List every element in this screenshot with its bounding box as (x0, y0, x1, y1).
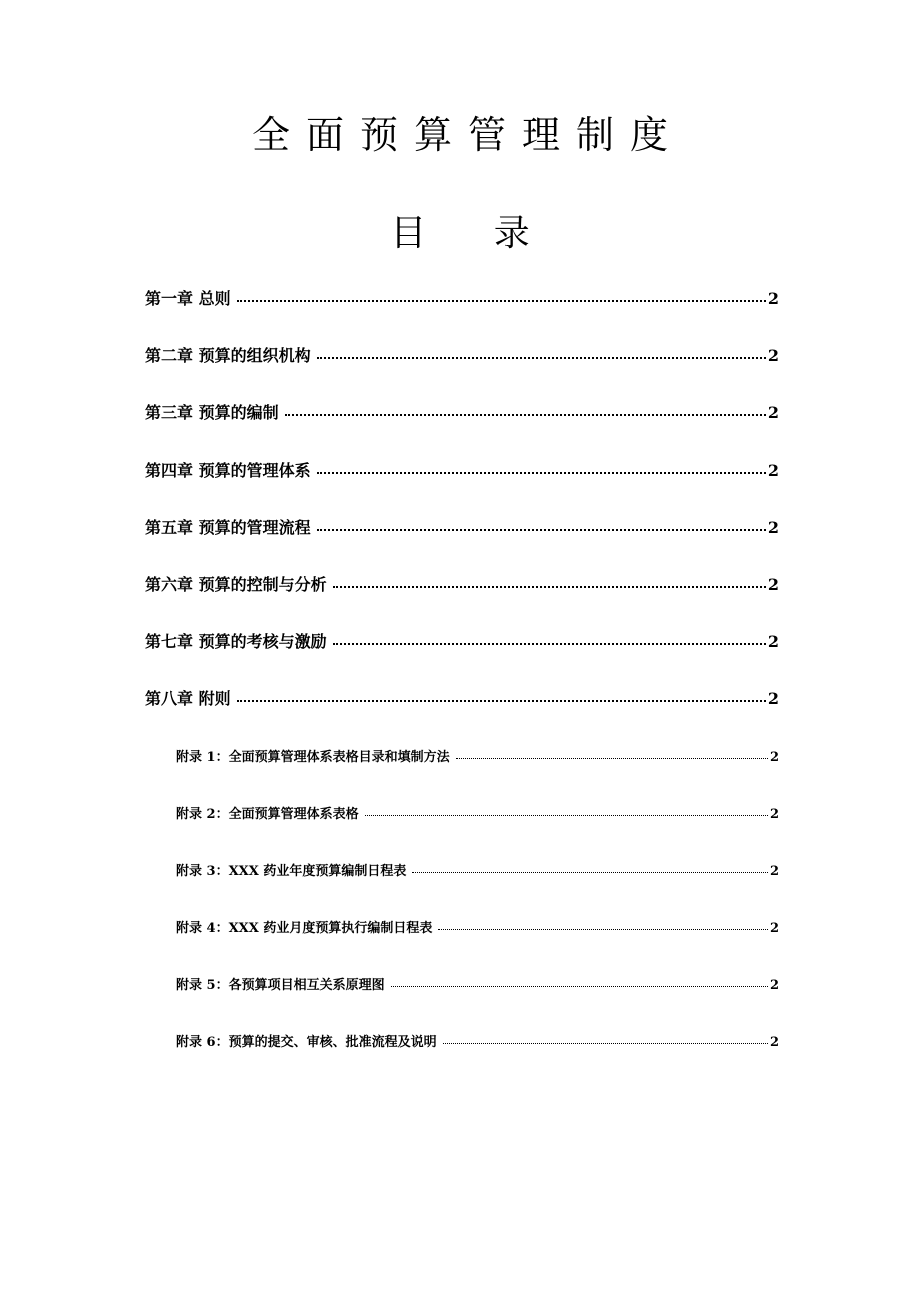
toc-entry-label: 附录 6：预算的提交、审核、批准流程及说明 (176, 1035, 437, 1050)
toc-entry-label: 附录 4：XXX 药业月度预算执行编制日程表 (176, 921, 433, 936)
toc-appendix-6[interactable] (176, 1033, 779, 1052)
dot-leader (237, 688, 766, 704)
toc-page-number: 2 (769, 921, 779, 936)
toc-entry-label: 附录 2：全面预算管理体系表格 (176, 807, 359, 822)
toc-page-number: 2 (767, 689, 779, 708)
toc-heading: 目 录 (390, 213, 558, 254)
toc-page-number: 2 (767, 518, 779, 537)
toc-appendix-3[interactable] (176, 862, 779, 881)
toc-entry-label: 第八章 附则 (145, 689, 231, 708)
dot-leader (333, 631, 766, 647)
toc-chapter-5[interactable] (145, 517, 779, 539)
toc-page-number: 2 (767, 461, 779, 480)
toc-page-number: 2 (769, 864, 779, 879)
toc-chapter-8[interactable] (145, 688, 779, 710)
toc-entry-label: 第四章 预算的管理体系 (145, 461, 311, 480)
dot-leader (333, 574, 766, 590)
dot-leader (456, 748, 768, 761)
toc-entry-label: 第一章 总则 (145, 289, 231, 308)
dot-leader (237, 288, 766, 304)
toc-entry-label: 第七章 预算的考核与激励 (145, 632, 327, 651)
toc-page-number: 2 (769, 1035, 779, 1050)
toc-page-number: 2 (767, 346, 779, 365)
toc-appendix-1[interactable] (176, 748, 779, 767)
toc-chapter-6[interactable] (145, 574, 779, 596)
toc-chapter-4[interactable] (145, 460, 779, 482)
toc-entry-label: 第三章 预算的编制 (145, 403, 279, 422)
dot-leader (317, 517, 766, 533)
toc-entry-label: 附录 3：XXX 药业年度预算编制日程表 (176, 864, 407, 879)
dot-leader (365, 805, 768, 818)
toc-entry-label: 第二章 预算的组织机构 (145, 346, 311, 365)
toc-page-number: 2 (767, 575, 779, 594)
toc-page-number: 2 (767, 289, 779, 308)
toc-page-number: 2 (769, 978, 779, 993)
dot-leader (443, 1033, 768, 1046)
toc-page-number: 2 (769, 750, 779, 765)
dot-leader (317, 460, 766, 476)
toc-chapter-3[interactable] (145, 402, 779, 424)
toc-entry-label: 附录 1：全面预算管理体系表格目录和填制方法 (176, 750, 450, 765)
dot-leader (317, 345, 766, 361)
toc-page-number: 2 (767, 403, 779, 422)
toc-chapter-2[interactable] (145, 345, 779, 367)
toc-appendix-4[interactable] (176, 919, 779, 938)
toc-page-number: 2 (769, 807, 779, 822)
toc-entry-label: 第五章 预算的管理流程 (145, 518, 311, 537)
document-title: 全面预算管理制度 (251, 113, 684, 157)
dot-leader (412, 862, 768, 875)
toc-appendix-5[interactable] (176, 976, 779, 995)
toc-chapter-7[interactable] (145, 631, 779, 653)
dot-leader (391, 976, 768, 989)
toc-appendix-2[interactable] (176, 805, 779, 824)
toc-chapter-1[interactable] (145, 288, 779, 310)
toc-page-number: 2 (767, 632, 779, 651)
toc-entry-label: 附录 5：各预算项目相互关系原理图 (176, 978, 385, 993)
dot-leader (285, 402, 766, 418)
dot-leader (438, 919, 768, 932)
toc-entry-label: 第六章 预算的控制与分析 (145, 575, 327, 594)
